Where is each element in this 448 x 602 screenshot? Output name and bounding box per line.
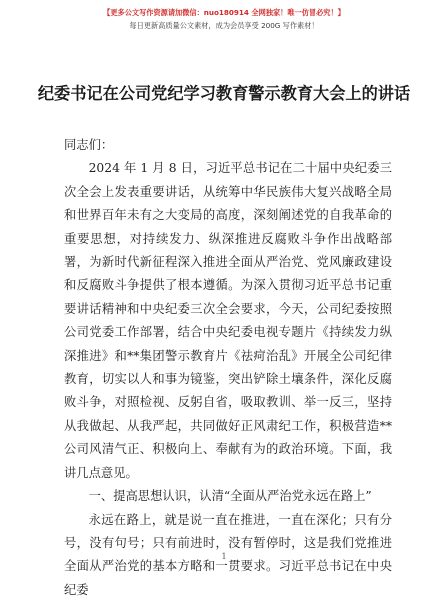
body-paragraph-1: 2024 年 1 月 8 日，习近平总书记在二十届中央纪委三次全会上发表重要讲话，从统筹中华民族伟大复兴战略全局和世界百年未有之大变局的高度，深刻阐述党的自我革命的重要思想，对持续发力、纵深推进反腐败斗争作出战略部署，为新时代新征程深入推进全面从严治党、党风廉政建设和反腐败斗争提供了根本遵循。为深入贯彻习近平总书记重要讲话精神和中央纪委三次全会要求，今天，公司纪委按照公司党委工作部署，结合中央纪委电视专题片《持续发力纵深推进》和**集团警示教育片《祛疴治乱》开展全公司纪律教育，切实以人和事为镜鉴，突出铲除土壤条件，深化反腐败斗争，对照检视、反躬自省，吸取教训、举一反三，坚持从我做起、从我严起，共同做好正风肃纪工作，积极营造**公司风清气正、积极向上、奉献有为的政治环境。下面，我讲几点意见。 <box>64 157 392 485</box>
page-number: 1 <box>0 552 448 561</box>
salutation: 同志们： <box>64 134 392 157</box>
body-paragraph-2: 永远在路上，就是说一直在推进，一直在深化；只有分号，没有句号；只有前进时，没有暂停时，这是我们党推进全面从严治党的基本方略和一贯要求。习近平总书记在中央纪委 <box>64 509 392 602</box>
section-heading-1: 一、提高思想认识，认清“全面从严治党永远在路上” <box>64 485 392 508</box>
promo-banner-line-2: 每日更新高质量公文素材，成为会员享受 200G 写作素材！ <box>0 19 448 32</box>
document-title: 纪委书记在公司党纪学习教育警示教育大会上的讲话 <box>30 82 418 106</box>
promo-banner-line-1: 【更多公文写作资源请加微信：nuo180914 全网独家！唯一仿冒必究！】 <box>0 6 448 19</box>
promo-banner <box>0 6 448 32</box>
document-body <box>64 134 392 602</box>
